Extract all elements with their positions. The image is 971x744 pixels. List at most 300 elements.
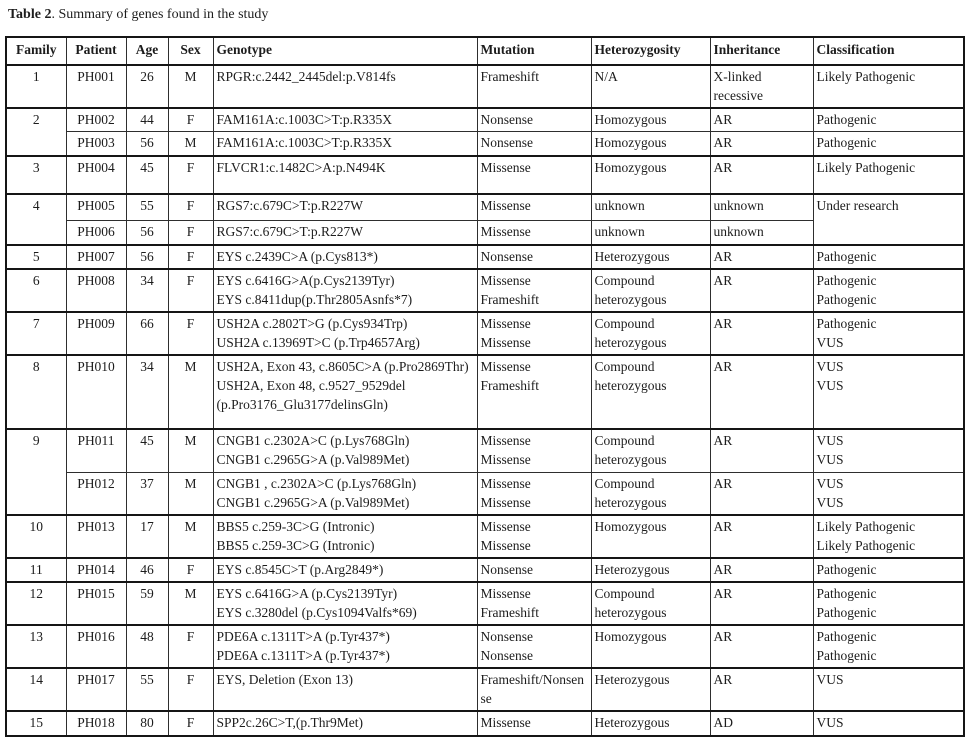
cell-sex bbox=[168, 156, 213, 194]
cell-mutation-line: Nonsense bbox=[480, 135, 533, 150]
cell-heterozygosity-line: Heterozygous bbox=[594, 562, 670, 577]
cell-genotype bbox=[213, 269, 477, 312]
cell-classification-line: VUS bbox=[816, 377, 844, 393]
cell-sex-line: F bbox=[186, 562, 195, 577]
cell-patient-line: PH013 bbox=[77, 519, 115, 534]
cell-genotype bbox=[213, 65, 477, 108]
cell-age bbox=[126, 582, 168, 625]
cell-family-line: 2 bbox=[32, 112, 40, 127]
cell-heterozygosity-line: Compound heterozygous bbox=[594, 315, 667, 350]
cell-patient-line: PH017 bbox=[77, 672, 115, 687]
cell-classification bbox=[813, 515, 964, 558]
cell-heterozygosity-line: N/A bbox=[594, 69, 618, 84]
cell-age-line: 56 bbox=[140, 248, 154, 264]
cell-sex bbox=[168, 194, 213, 221]
cell-age bbox=[126, 269, 168, 312]
cell-family-line: 6 bbox=[32, 272, 40, 288]
cell-classification bbox=[813, 473, 964, 516]
cell-age bbox=[126, 429, 168, 473]
cell-family-line: 15 bbox=[29, 715, 43, 730]
cell-genotype-line: USH2A, Exon 43, c.8605C>A (p.Pro2869Thr) bbox=[216, 358, 469, 374]
cell-inheritance-line: AR bbox=[713, 112, 733, 127]
table-row bbox=[6, 132, 964, 156]
cell-classification bbox=[813, 108, 964, 132]
cell-classification-line: Pathogenic bbox=[816, 605, 877, 620]
cell-mutation-line: Missense bbox=[480, 476, 531, 491]
cell-mutation-line: Missense bbox=[480, 538, 531, 553]
cell-mutation-line: Nonsense bbox=[480, 629, 533, 644]
cell-mutation-line: Nonsense bbox=[480, 562, 533, 577]
cell-inheritance-line: AR bbox=[713, 629, 733, 644]
cell-heterozygosity-line: Homozygous bbox=[594, 629, 667, 644]
cell-classification bbox=[813, 65, 964, 108]
cell-genotype-line: CNGB1 c.2302A>C (p.Lys768Gln) bbox=[216, 432, 410, 448]
cell-genotype bbox=[213, 711, 477, 736]
cell-mutation bbox=[477, 473, 591, 516]
table-row bbox=[6, 668, 964, 711]
cell-inheritance-line: AR bbox=[713, 432, 733, 448]
cell-genotype-line: USH2A c.13969T>C (p.Trp4657Arg) bbox=[216, 334, 420, 350]
cell-family bbox=[6, 156, 66, 194]
cell-heterozygosity-line: Compound heterozygous bbox=[594, 358, 667, 393]
cell-classification bbox=[813, 558, 964, 582]
cell-patient bbox=[66, 558, 126, 582]
cell-family bbox=[6, 108, 66, 156]
table-title-text: . Summary of genes found in the study bbox=[51, 7, 269, 22]
cell-age bbox=[126, 221, 168, 245]
cell-patient bbox=[66, 221, 126, 245]
cell-genotype-line: EYS c.8545C>T (p.Arg2849*) bbox=[216, 562, 384, 577]
cell-patient-line: PH005 bbox=[77, 197, 115, 213]
cell-inheritance-line: AR bbox=[713, 272, 733, 288]
cell-mutation-line: Missense bbox=[480, 224, 531, 239]
cell-classification bbox=[813, 245, 964, 269]
cell-heterozygosity bbox=[591, 132, 710, 156]
table-row bbox=[6, 312, 964, 355]
cell-genotype bbox=[213, 558, 477, 582]
cell-genotype bbox=[213, 312, 477, 355]
cell-mutation-line: Frameshift bbox=[480, 605, 539, 620]
table-row bbox=[6, 65, 964, 108]
cell-patient-line: PH015 bbox=[77, 586, 115, 601]
cell-inheritance-line: AD bbox=[713, 715, 733, 730]
header-patient: Patient bbox=[66, 37, 126, 65]
cell-heterozygosity-line: Compound heterozygous bbox=[594, 586, 667, 620]
cell-mutation-line: Missense bbox=[480, 315, 531, 331]
cell-heterozygosity bbox=[591, 245, 710, 269]
cell-inheritance bbox=[710, 65, 813, 108]
cell-genotype-line: PDE6A c.1311T>A (p.Tyr437*) bbox=[216, 629, 390, 644]
cell-classification-line: Pathogenic bbox=[816, 315, 877, 331]
cell-inheritance-line: AR bbox=[713, 562, 733, 577]
cell-mutation-line: Missense bbox=[480, 715, 531, 730]
table-row bbox=[6, 473, 964, 516]
cell-patient-line: PH004 bbox=[77, 159, 115, 175]
cell-age-line: 44 bbox=[140, 112, 154, 127]
cell-mutation-line: Missense bbox=[480, 432, 531, 448]
cell-age bbox=[126, 65, 168, 108]
cell-sex-line: M bbox=[184, 586, 197, 601]
cell-age bbox=[126, 108, 168, 132]
genes-summary-table bbox=[5, 36, 965, 737]
cell-patient-line: PH011 bbox=[77, 432, 115, 448]
cell-sex-line: F bbox=[186, 715, 195, 730]
cell-inheritance-line: AR bbox=[713, 586, 733, 601]
cell-patient bbox=[66, 269, 126, 312]
cell-mutation-line: Missense bbox=[480, 159, 531, 175]
cell-mutation-line: Nonsense bbox=[480, 112, 533, 127]
cell-genotype bbox=[213, 668, 477, 711]
cell-heterozygosity bbox=[591, 312, 710, 355]
cell-genotype bbox=[213, 582, 477, 625]
cell-mutation bbox=[477, 312, 591, 355]
cell-sex-line: F bbox=[186, 272, 195, 288]
cell-family-line: 5 bbox=[32, 248, 40, 264]
cell-patient-line: PH006 bbox=[77, 224, 115, 239]
cell-mutation bbox=[477, 582, 591, 625]
cell-patient bbox=[66, 245, 126, 269]
table-row bbox=[6, 625, 964, 668]
cell-genotype bbox=[213, 221, 477, 245]
cell-sex-line: F bbox=[186, 248, 195, 264]
cell-patient-line: PH014 bbox=[77, 562, 115, 577]
cell-classification bbox=[813, 355, 964, 429]
cell-classification-line: VUS bbox=[816, 358, 844, 374]
cell-genotype-line: BBS5 c.259-3C>G (Intronic) bbox=[216, 538, 375, 553]
table-row bbox=[6, 429, 964, 473]
cell-patient bbox=[66, 711, 126, 736]
cell-family bbox=[6, 194, 66, 245]
cell-classification-line: Pathogenic bbox=[816, 248, 877, 264]
cell-heterozygosity bbox=[591, 582, 710, 625]
cell-inheritance bbox=[710, 132, 813, 156]
cell-inheritance bbox=[710, 625, 813, 668]
cell-age bbox=[126, 558, 168, 582]
cell-inheritance bbox=[710, 194, 813, 221]
cell-inheritance-line: AR bbox=[713, 519, 733, 534]
cell-family bbox=[6, 429, 66, 516]
cell-inheritance bbox=[710, 429, 813, 473]
cell-heterozygosity-line: Homozygous bbox=[594, 112, 667, 127]
cell-mutation bbox=[477, 156, 591, 194]
header-row bbox=[6, 37, 964, 65]
header-inheritance: Inheritance bbox=[710, 37, 813, 65]
cell-classification bbox=[813, 582, 964, 625]
cell-heterozygosity-line: Heterozygous bbox=[594, 248, 670, 264]
cell-patient bbox=[66, 312, 126, 355]
cell-genotype-line: CNGB1 c.2965G>A (p.Val989Met) bbox=[216, 451, 410, 467]
cell-sex-line: M bbox=[184, 476, 197, 491]
cell-classification-line: VUS bbox=[816, 672, 844, 687]
cell-genotype bbox=[213, 515, 477, 558]
cell-patient-line: PH016 bbox=[77, 629, 115, 644]
cell-age-line: 80 bbox=[140, 715, 154, 730]
cell-classification bbox=[813, 156, 964, 194]
cell-mutation-line: Missense bbox=[480, 334, 531, 350]
cell-family-line: 1 bbox=[32, 69, 40, 84]
cell-inheritance-line: AR bbox=[713, 315, 733, 331]
cell-inheritance-line: unknown bbox=[713, 197, 764, 213]
cell-family-line: 8 bbox=[32, 358, 40, 374]
cell-sex bbox=[168, 245, 213, 269]
cell-heterozygosity-line: Homozygous bbox=[594, 159, 667, 175]
cell-genotype-line: BBS5 c.259-3C>G (Intronic) bbox=[216, 519, 375, 534]
cell-patient bbox=[66, 65, 126, 108]
cell-age bbox=[126, 515, 168, 558]
cell-classification-line: Likely Pathogenic bbox=[816, 538, 916, 553]
cell-patient bbox=[66, 355, 126, 429]
cell-classification-line: Pathogenic bbox=[816, 291, 877, 307]
cell-family-line: 12 bbox=[29, 586, 43, 601]
cell-age-line: 37 bbox=[140, 476, 154, 491]
cell-mutation-line: Frameshift bbox=[480, 291, 539, 307]
cell-classification-line: VUS bbox=[816, 476, 844, 491]
cell-mutation bbox=[477, 221, 591, 245]
cell-heterozygosity-line: Compound heterozygous bbox=[594, 272, 667, 307]
cell-mutation-line: Missense bbox=[480, 451, 531, 467]
cell-classification-line: Likely Pathogenic bbox=[816, 519, 916, 534]
cell-mutation-line: Nonsense bbox=[480, 248, 533, 264]
cell-age-line: 45 bbox=[140, 432, 154, 448]
cell-heterozygosity-line: Homozygous bbox=[594, 519, 667, 534]
cell-family-line: 10 bbox=[29, 519, 43, 534]
cell-patient-line: PH003 bbox=[77, 135, 115, 150]
cell-classification bbox=[813, 668, 964, 711]
cell-heterozygosity bbox=[591, 355, 710, 429]
cell-age-line: 48 bbox=[140, 629, 154, 644]
cell-genotype-line: EYS c.6416G>A (p.Cys2139Tyr) bbox=[216, 586, 398, 601]
cell-age bbox=[126, 355, 168, 429]
header-sex: Sex bbox=[168, 37, 213, 65]
cell-inheritance-line: X-linked recessive bbox=[713, 69, 763, 103]
cell-genotype-line: RPGR:c.2442_2445del:p.V814fs bbox=[216, 69, 396, 84]
cell-patient bbox=[66, 515, 126, 558]
cell-classification-line: VUS bbox=[816, 715, 844, 730]
cell-genotype-line: PDE6A c.1311T>A (p.Tyr437*) bbox=[216, 648, 390, 663]
cell-mutation bbox=[477, 625, 591, 668]
cell-genotype-line: FAM161A:c.1003C>T:p.R335X bbox=[216, 135, 392, 150]
cell-patient bbox=[66, 108, 126, 132]
cell-genotype-line: CNGB1 , c.2302A>C (p.Lys768Gln) bbox=[216, 476, 417, 491]
cell-sex bbox=[168, 429, 213, 473]
cell-age-line: 56 bbox=[140, 224, 154, 239]
cell-classification bbox=[813, 132, 964, 156]
cell-age-line: 59 bbox=[140, 586, 154, 601]
cell-classification bbox=[813, 312, 964, 355]
cell-genotype bbox=[213, 245, 477, 269]
cell-classification-line: Likely Pathogenic bbox=[816, 159, 916, 175]
cell-heterozygosity bbox=[591, 194, 710, 221]
cell-age-line: 26 bbox=[140, 69, 154, 84]
cell-patient bbox=[66, 429, 126, 473]
cell-mutation bbox=[477, 429, 591, 473]
cell-family-line: 14 bbox=[29, 672, 43, 687]
cell-age-line: 17 bbox=[140, 519, 154, 534]
cell-inheritance-line: AR bbox=[713, 248, 733, 264]
cell-inheritance bbox=[710, 582, 813, 625]
cell-inheritance bbox=[710, 473, 813, 516]
cell-family-line: 11 bbox=[29, 562, 43, 577]
cell-sex-line: M bbox=[184, 135, 197, 150]
table-row bbox=[6, 558, 964, 582]
cell-classification-line: Pathogenic bbox=[816, 272, 877, 288]
cell-heterozygosity bbox=[591, 108, 710, 132]
cell-genotype-line: EYS c.3280del (p.Cys1094Valfs*69) bbox=[216, 605, 417, 620]
cell-sex bbox=[168, 355, 213, 429]
cell-mutation bbox=[477, 194, 591, 221]
cell-family bbox=[6, 312, 66, 355]
cell-heterozygosity-line: unknown bbox=[594, 197, 645, 213]
cell-inheritance bbox=[710, 269, 813, 312]
cell-sex bbox=[168, 625, 213, 668]
cell-mutation-line: Missense bbox=[480, 495, 531, 510]
cell-mutation bbox=[477, 711, 591, 736]
cell-genotype bbox=[213, 108, 477, 132]
cell-sex-line: F bbox=[186, 112, 195, 127]
cell-patient-line: PH007 bbox=[77, 248, 115, 264]
cell-mutation bbox=[477, 269, 591, 312]
cell-heterozygosity bbox=[591, 65, 710, 108]
cell-genotype-line: FLVCR1:c.1482C>A:p.N494K bbox=[216, 159, 386, 175]
cell-inheritance bbox=[710, 108, 813, 132]
cell-inheritance bbox=[710, 312, 813, 355]
cell-sex-line: F bbox=[186, 629, 195, 644]
cell-genotype bbox=[213, 473, 477, 516]
cell-heterozygosity bbox=[591, 156, 710, 194]
cell-sex-line: F bbox=[186, 197, 195, 213]
cell-family-line: 9 bbox=[32, 432, 40, 448]
cell-classification-line: Pathogenic bbox=[816, 562, 877, 577]
cell-sex bbox=[168, 515, 213, 558]
cell-patient bbox=[66, 132, 126, 156]
cell-age bbox=[126, 668, 168, 711]
table-number-label: Table 2 bbox=[8, 7, 52, 22]
cell-patient bbox=[66, 625, 126, 668]
cell-patient bbox=[66, 194, 126, 221]
cell-inheritance bbox=[710, 558, 813, 582]
header-age: Age bbox=[126, 37, 168, 65]
cell-heterozygosity bbox=[591, 668, 710, 711]
cell-genotype bbox=[213, 429, 477, 473]
cell-age bbox=[126, 473, 168, 516]
cell-age-line: 55 bbox=[140, 672, 154, 687]
cell-classification bbox=[813, 429, 964, 473]
cell-family-line: 3 bbox=[32, 159, 40, 175]
cell-heterozygosity-line: Heterozygous bbox=[594, 715, 670, 730]
cell-sex-line: F bbox=[186, 159, 195, 175]
header-classification: Classification bbox=[813, 37, 964, 65]
cell-sex bbox=[168, 132, 213, 156]
cell-age bbox=[126, 132, 168, 156]
cell-classification bbox=[813, 269, 964, 312]
cell-genotype-line: EYS c.8411dup(p.Thr2805Asnfs*7) bbox=[216, 291, 413, 307]
cell-inheritance-line: AR bbox=[713, 135, 733, 150]
cell-inheritance bbox=[710, 355, 813, 429]
cell-age-line: 45 bbox=[140, 159, 154, 175]
cell-genotype-line: EYS c.2439C>A (p.Cys813*) bbox=[216, 248, 378, 264]
header-heterozygosity: Heterozygosity bbox=[591, 37, 710, 65]
cell-genotype-line: RGS7:c.679C>T:p.R227W bbox=[216, 224, 363, 239]
cell-age-line: 34 bbox=[140, 272, 154, 288]
cell-family bbox=[6, 625, 66, 668]
cell-mutation-line: Missense bbox=[480, 358, 531, 374]
cell-sex-line: F bbox=[186, 224, 195, 239]
cell-classification-line: Pathogenic bbox=[816, 112, 877, 127]
cell-inheritance bbox=[710, 668, 813, 711]
cell-family bbox=[6, 245, 66, 269]
cell-mutation-line: Missense bbox=[480, 586, 531, 601]
cell-sex bbox=[168, 221, 213, 245]
cell-genotype-line: FAM161A:c.1003C>T:p.R335X bbox=[216, 112, 392, 127]
cell-classification-line: VUS bbox=[816, 432, 844, 448]
cell-classification bbox=[813, 194, 964, 245]
cell-inheritance bbox=[710, 515, 813, 558]
cell-family bbox=[6, 65, 66, 108]
cell-sex-line: M bbox=[184, 432, 197, 448]
cell-mutation-line: Missense bbox=[480, 197, 531, 213]
cell-mutation bbox=[477, 108, 591, 132]
cell-sex bbox=[168, 65, 213, 108]
cell-classification-line: Pathogenic bbox=[816, 629, 877, 644]
cell-sex bbox=[168, 558, 213, 582]
cell-heterozygosity bbox=[591, 625, 710, 668]
cell-mutation bbox=[477, 515, 591, 558]
cell-mutation bbox=[477, 65, 591, 108]
cell-mutation bbox=[477, 132, 591, 156]
cell-genotype bbox=[213, 132, 477, 156]
table-row bbox=[6, 194, 964, 221]
table-body bbox=[6, 65, 964, 736]
cell-family-line: 13 bbox=[29, 629, 43, 644]
cell-family bbox=[6, 582, 66, 625]
cell-age bbox=[126, 245, 168, 269]
cell-family bbox=[6, 668, 66, 711]
table-row bbox=[6, 108, 964, 132]
cell-heterozygosity-line: Heterozygous bbox=[594, 672, 670, 687]
cell-genotype bbox=[213, 194, 477, 221]
cell-patient-line: PH008 bbox=[77, 272, 115, 288]
cell-patient bbox=[66, 668, 126, 711]
cell-sex bbox=[168, 668, 213, 711]
cell-age-line: 55 bbox=[140, 197, 154, 213]
cell-patient-line: PH012 bbox=[77, 476, 115, 491]
cell-mutation-line: Frameshift bbox=[480, 69, 539, 84]
cell-genotype-line: RGS7:c.679C>T:p.R227W bbox=[216, 197, 363, 213]
cell-classification-line: VUS bbox=[816, 334, 844, 350]
cell-age-line: 66 bbox=[140, 315, 154, 331]
cell-patient bbox=[66, 473, 126, 516]
cell-heterozygosity-line: Compound heterozygous bbox=[594, 476, 667, 510]
cell-family bbox=[6, 515, 66, 558]
cell-sex bbox=[168, 473, 213, 516]
cell-age-line: 56 bbox=[140, 135, 154, 150]
cell-genotype-line: USH2A c.2802T>G (p.Cys934Trp) bbox=[216, 315, 408, 331]
cell-classification bbox=[813, 625, 964, 668]
cell-family bbox=[6, 269, 66, 312]
cell-heterozygosity bbox=[591, 473, 710, 516]
cell-family bbox=[6, 558, 66, 582]
cell-age bbox=[126, 156, 168, 194]
cell-classification-line: Likely Pathogenic bbox=[816, 69, 916, 84]
cell-genotype-line: EYS, Deletion (Exon 13) bbox=[216, 672, 353, 687]
cell-age bbox=[126, 625, 168, 668]
cell-family-line: 7 bbox=[32, 315, 40, 331]
cell-genotype-line: SPP2c.26C>T,(p.Thr9Met) bbox=[216, 715, 363, 730]
table-row bbox=[6, 156, 964, 194]
cell-patient-line: PH002 bbox=[77, 112, 115, 127]
document-page bbox=[0, 6, 971, 737]
cell-heterozygosity bbox=[591, 515, 710, 558]
